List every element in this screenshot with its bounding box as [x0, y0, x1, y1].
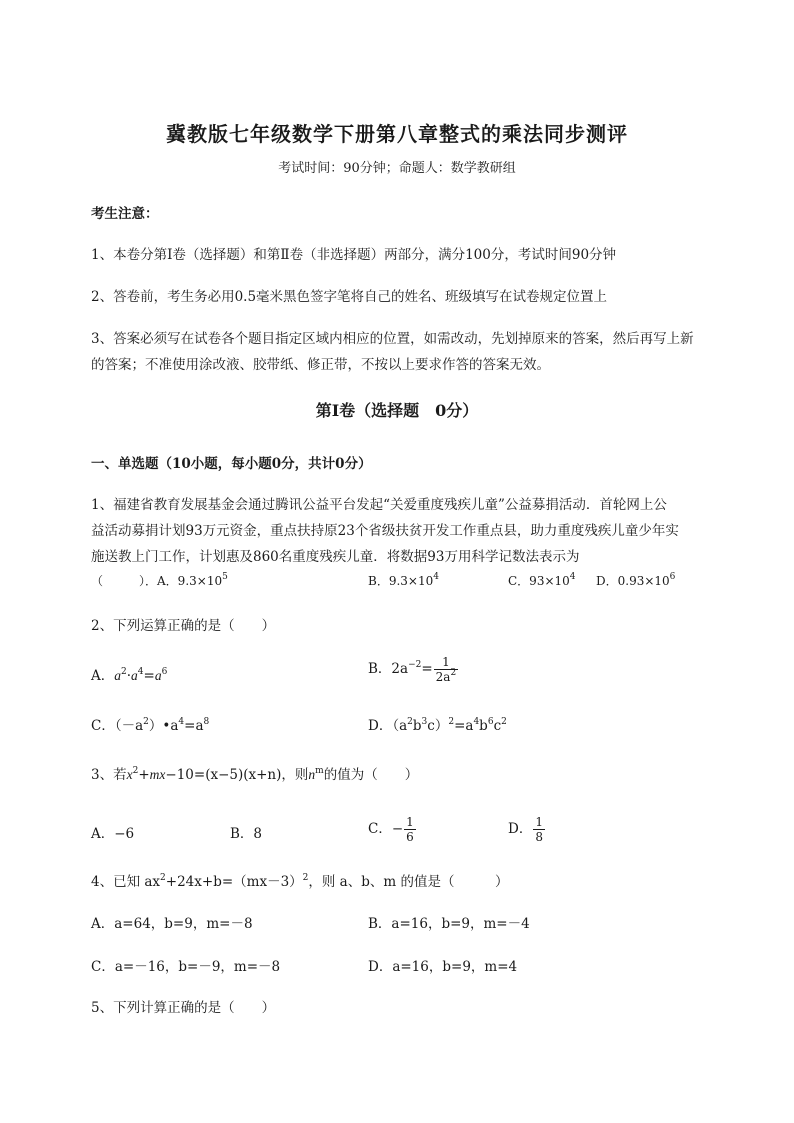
q4-option-c[interactable]: C．a=－16，b=－9，m=－8	[91, 959, 281, 975]
q3-option-b[interactable]: B．8	[230, 826, 263, 842]
section-title: 第I卷（选择题 0分）	[315, 401, 479, 420]
note-item: 1、本卷分第I卷（选择题）和第Ⅱ卷（非选择题）两部分，满分100分，考试时间90分钟	[91, 247, 617, 263]
q4-option-a[interactable]: A．a=64，b=9，m=－8	[91, 916, 253, 932]
fraction: $\frac{1}{6}$	[406, 815, 414, 844]
fraction: $\frac{1}{8}$	[535, 815, 543, 844]
q3-option-a[interactable]: A．−6	[91, 826, 135, 842]
q1-options-row	[91, 572, 228, 589]
q1-stem-line: 益活动募捐计划93万元资金，重点扶持原23个省级扶贫开发工作重点县，助力重度残疾儿童少年实	[91, 523, 679, 539]
q1-option-a[interactable]: A．$9.3\times 10^5$	[157, 572, 228, 588]
q3-option-d[interactable]: D． $\frac{1}{8}$	[508, 815, 543, 844]
part-title: 一、单选题（10小题，每小题0分，共计0分）	[91, 456, 372, 472]
exam-info: 考试时间：90分钟；命题人：数学教研组	[278, 161, 516, 176]
page-title: 冀教版七年级数学下册第八章整式的乘法同步测评	[166, 122, 628, 146]
q2-option-d[interactable]: D．$(a^2b^3c)^2=a^4b^6c^2$	[368, 717, 507, 734]
note-item: 3、答案必须写在试卷各个题目指定区域内相应的位置，如需改动，先划掉原来的答案，然后再写上新	[91, 331, 694, 347]
q1-stem-line: 施送教上门工作，计划惠及860名重度残疾儿童．将数据93万用科学记数法表示为	[91, 549, 580, 565]
q2-stem: 2、下列运算正确的是（ ）	[91, 618, 276, 634]
q3-stem: 3、若$x^2+mx-10=(x-5)(x+n)$，则$n^m$的值为（ ）	[91, 766, 419, 783]
q2-option-c[interactable]: C．$(-a^2)•a^4=a^8$	[91, 717, 210, 734]
q4-option-b[interactable]: B．a=16，b=9，m=－4	[368, 916, 530, 932]
q1-option-d[interactable]: D．$0.93\times 10^6$	[596, 572, 676, 588]
q1-option-c[interactable]: C．$93\times 10^4$	[508, 572, 576, 588]
q2-option-b[interactable]: B．$2a^{-2}=$ $\frac{1}{2a^2}$	[368, 655, 457, 684]
note-item: 2、答卷前，考生务必用0.5毫米黑色签字笔将自己的姓名、班级填写在试卷规定位置上	[91, 289, 608, 305]
q5-stem: 5、下列计算正确的是（ ）	[91, 1000, 276, 1016]
q3-option-c[interactable]: C．− $\frac{1}{6}$	[368, 815, 414, 844]
fraction: $\frac{1}{2a^2}$	[435, 655, 457, 684]
notes-heading: 考生注意：	[91, 206, 159, 222]
q2-option-a[interactable]: A．$a^2\cdot a^4=a^6$	[91, 667, 168, 684]
q1-option-b[interactable]: B．$9.3\times 10^4$	[368, 572, 439, 588]
note-item: 的答案；不准使用涂改液、胶带纸、修正带，不按以上要求作答的答案无效。	[91, 357, 550, 373]
q1-stem-line: 1、福建省教育发展基金会通过腾讯公益平台发起“关爱重度残疾儿童”公益募捐活动．首轮网上公	[91, 497, 667, 513]
q4-option-d[interactable]: D．a=16，b=9，m=4	[368, 959, 518, 975]
q1-paren: （ ）．	[91, 574, 158, 588]
q4-stem: 4、已知 $ax^2+24x+b=(mx-3)^2$，则 a、b、m 的值是（ ）	[91, 873, 509, 890]
